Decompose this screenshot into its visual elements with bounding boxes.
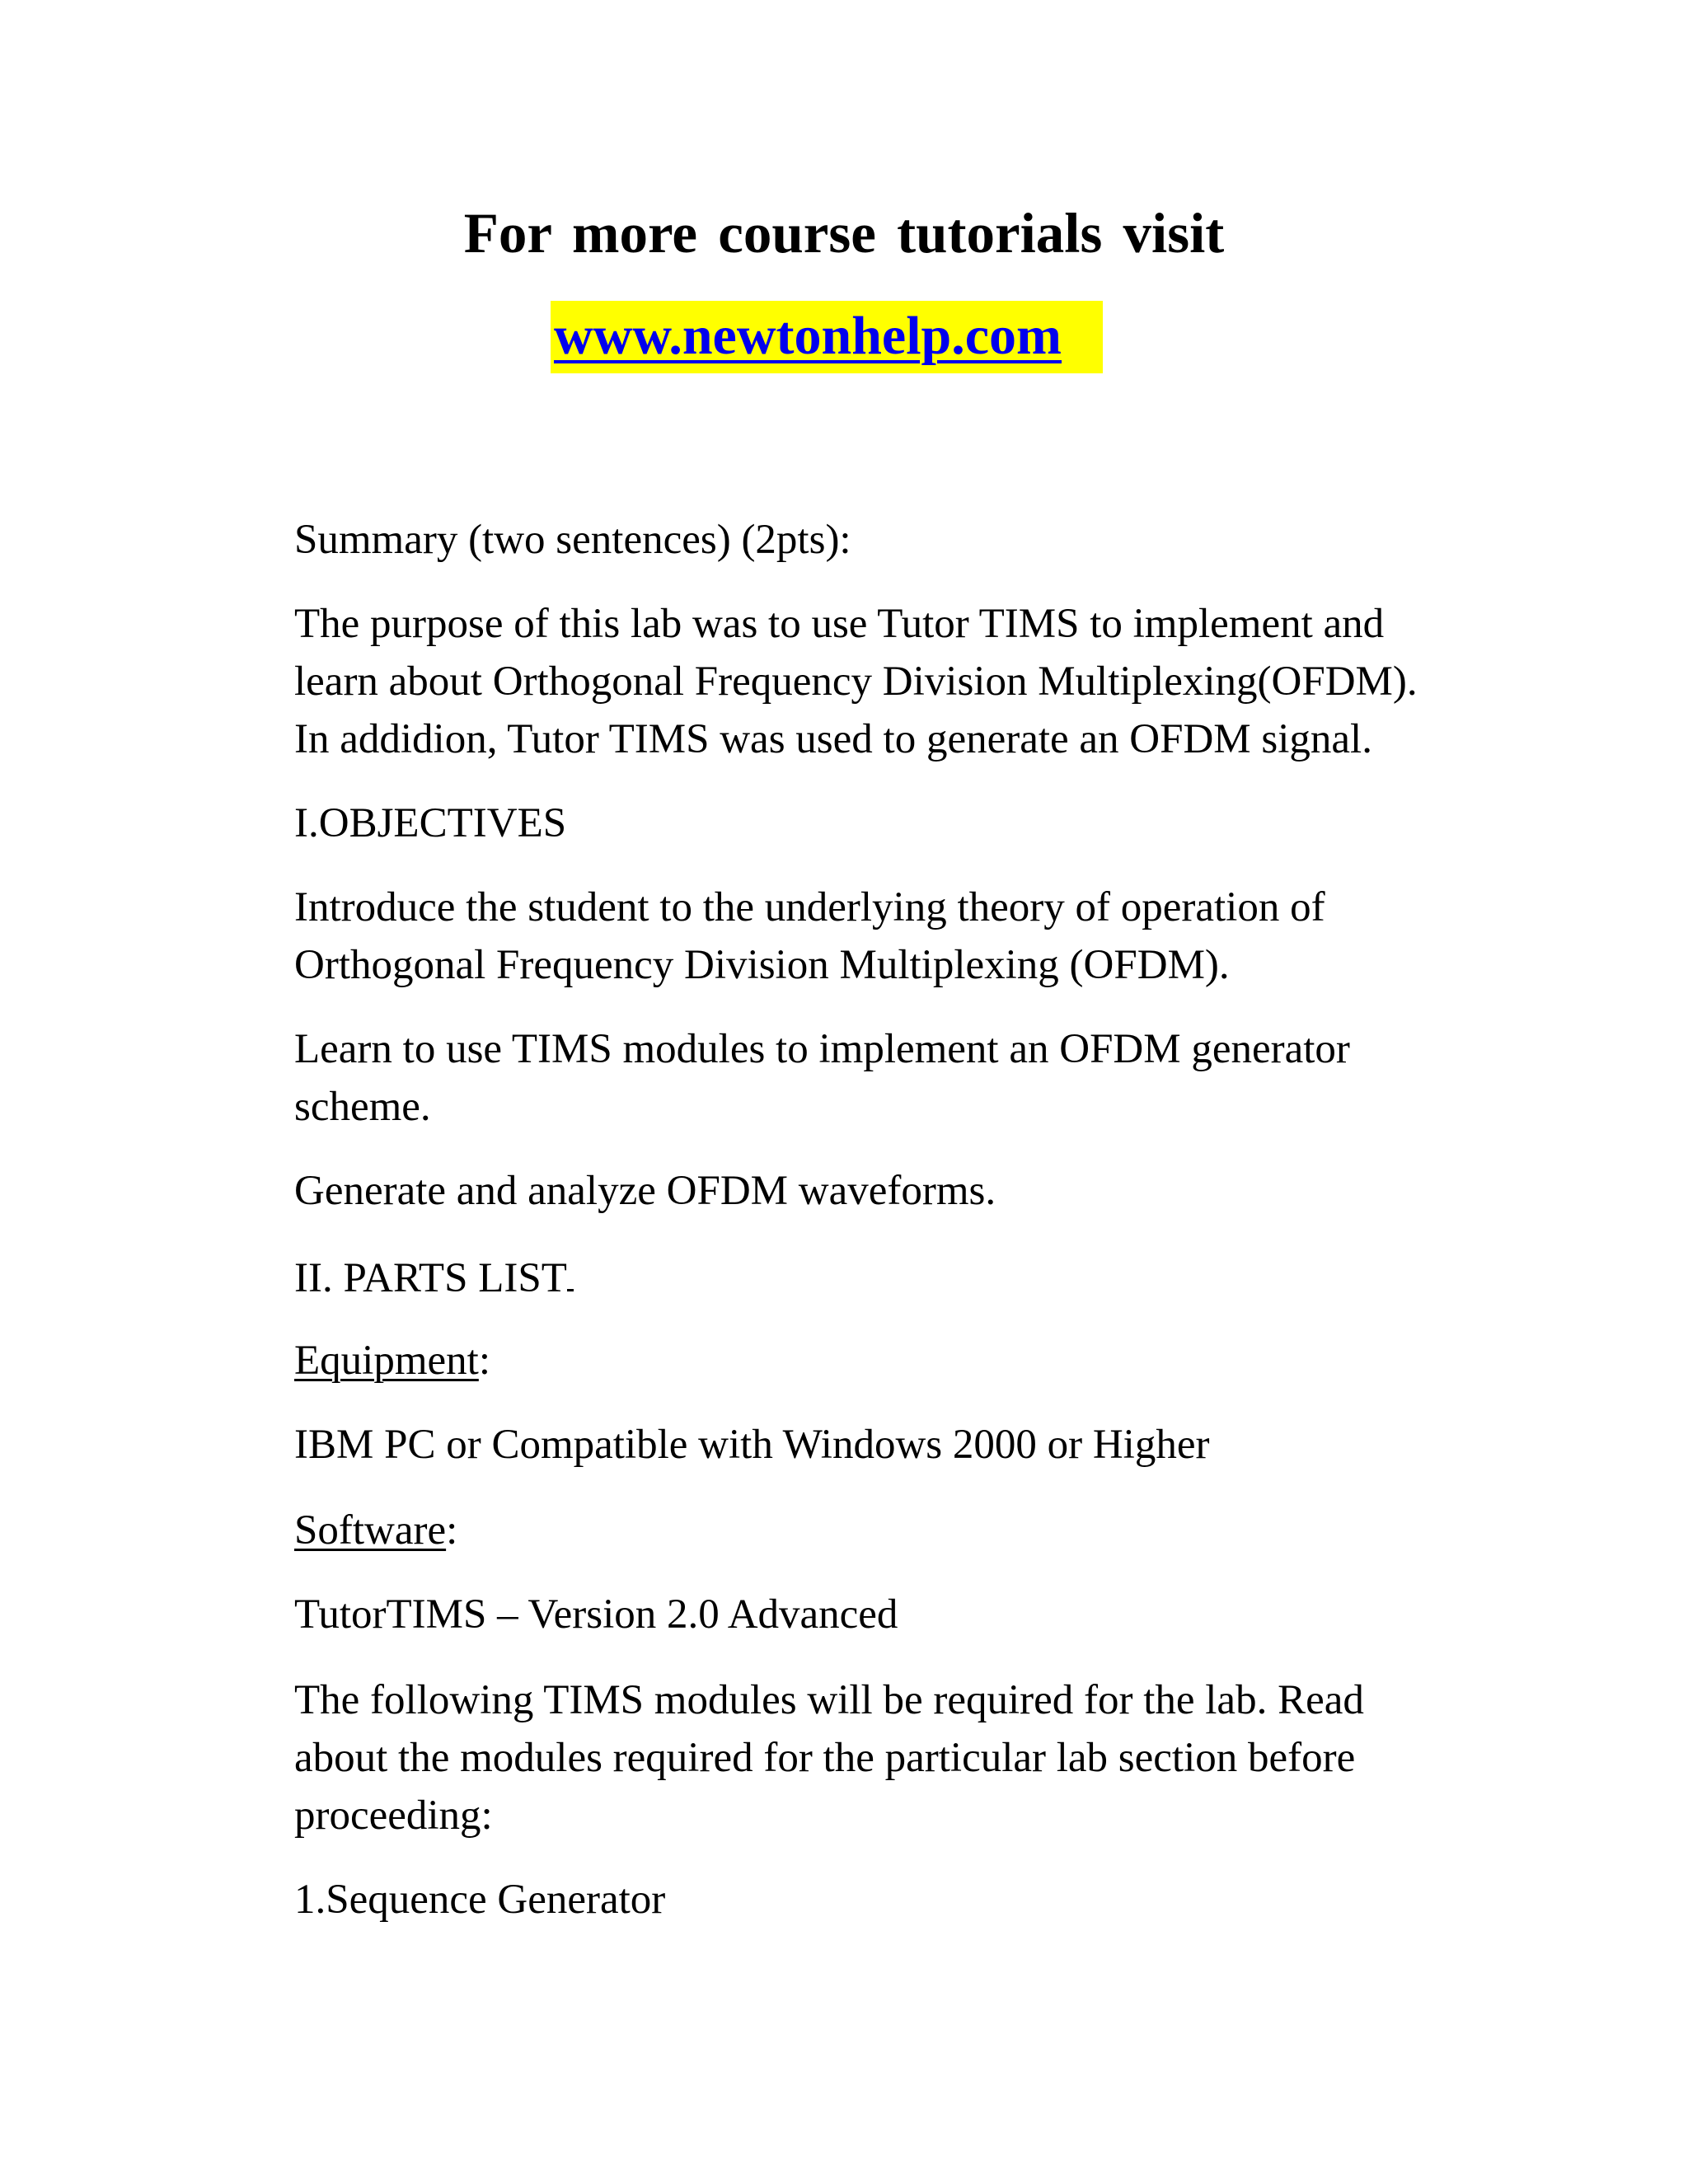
modules-intro-line-3: proceeding: <box>294 1793 493 1839</box>
module-item-1: 1.Sequence Generator <box>294 1877 666 1923</box>
objective-2-line-2: scheme. <box>294 1084 431 1130</box>
objective-3: Generate and analyze OFDM waveforms. <box>294 1168 996 1214</box>
summary-line-3: In addidion, Tutor TIMS was used to generate an OFDM signal. <box>294 716 1372 762</box>
equipment-label: Equipment <box>294 1338 479 1384</box>
modules-intro-line-1: The following TIMS modules will be required for the lab. Read <box>294 1677 1364 1723</box>
software-label-line: Software: <box>294 1507 458 1554</box>
modules-intro-line-2: about the modules required for the particular lab section before <box>294 1735 1356 1781</box>
software-label: Software <box>294 1507 447 1554</box>
equipment-value: IBM PC or Compatible with Windows 2000 or Higher <box>294 1422 1210 1468</box>
parts-list-heading <box>294 1246 574 1307</box>
parts-list-heading-text: II. PARTS LIST <box>294 1255 567 1301</box>
objective-1-line-2: Orthogonal Frequency Division Multiplexing (OFDM). <box>294 942 1230 988</box>
summary-label: Summary (two sentences) (2pts): <box>294 517 851 563</box>
software-value: TutorTIMS – Version 2.0 Advanced <box>294 1591 898 1638</box>
equipment-label-line: Equipment: <box>294 1338 490 1384</box>
page-heading: For more course tutorials visit <box>463 202 1225 265</box>
objectives-heading: I.OBJECTIVES <box>294 800 567 846</box>
objective-1-line-1: Introduce the student to the underlying theory of operation of <box>294 884 1325 930</box>
website-link[interactable]: www.newtonhelp.com <box>554 306 1062 366</box>
objective-2-line-1: Learn to use TIMS modules to implement an OFDM generator <box>294 1026 1350 1072</box>
summary-line-2: learn about Orthogonal Frequency Division Multiplexing(OFDM). <box>294 658 1418 705</box>
trailing-underline <box>567 1246 574 1291</box>
summary-line-1: The purpose of this lab was to use Tutor TIMS to implement and <box>294 601 1385 647</box>
link-highlight <box>551 301 1103 373</box>
